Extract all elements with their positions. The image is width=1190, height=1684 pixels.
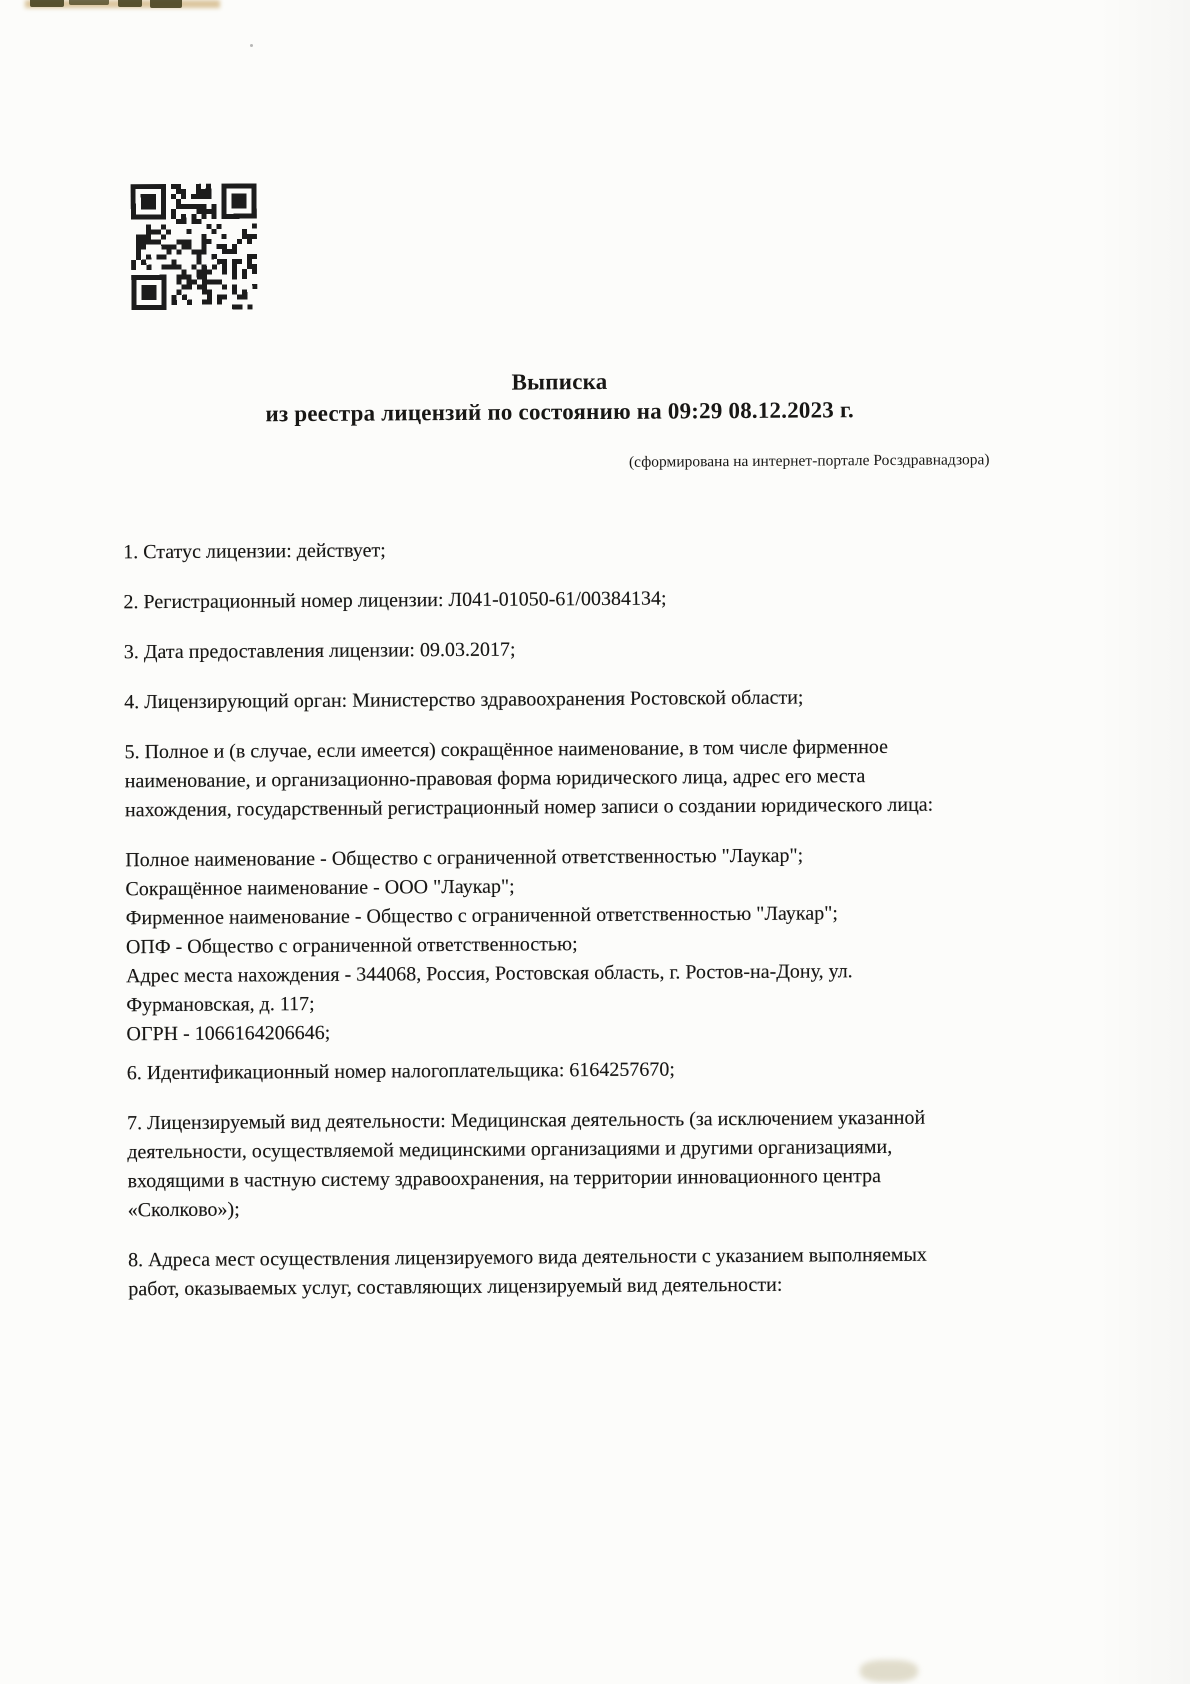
entity-detail-line: ОПФ - Общество с ограниченной ответственностью; bbox=[125, 933, 578, 959]
list-item-8 bbox=[128, 1241, 950, 1305]
list-item-5 bbox=[124, 733, 947, 826]
item-text: Лицензируемый вид деятельности: Медицинская деятельность (за исключением указанной деятельности, осуществляемой медицинскими организациями и другими организациями, входящими в частную систему здравоохранения, на территории инновационного центра «Сколково»); bbox=[127, 1106, 926, 1222]
list-item-7 bbox=[127, 1104, 950, 1226]
item-number: 1. bbox=[123, 541, 139, 564]
list-item-4 bbox=[124, 683, 946, 718]
scan-artifact-smudge bbox=[860, 1660, 918, 1682]
entity-detail-line: Полное наименование - Общество с ограниченной ответственностью "Лаукар"; bbox=[125, 844, 804, 872]
item-text: Лицензирующий орган: Министерство здравоохранения Ростовской области; bbox=[144, 686, 804, 714]
item-text: Статус лицензии: действует; bbox=[143, 539, 386, 564]
item-text: Полное и (в случае, если имеется) сокращённое наименование, в том числе фирменное наименование, и организационно-правовая форма юридического лица, адрес его места нахождения, государственный регистрационный номер записи о создании юридического лица: bbox=[124, 735, 934, 822]
entity-details-block bbox=[125, 841, 948, 1050]
list-item-3 bbox=[124, 633, 946, 668]
item-text: Идентификационный номер налогоплательщика: 6164257670; bbox=[146, 1058, 675, 1085]
item-number: 7. bbox=[127, 1112, 143, 1135]
item-number: 5. bbox=[124, 741, 140, 764]
list-item-2 bbox=[123, 583, 945, 618]
entity-detail-line: Сокращённое наименование - ООО "Лаукар"; bbox=[125, 875, 515, 901]
title-line-2: из реестра лицензий по состоянию на 09:29 08.12.2023 г. bbox=[265, 397, 854, 427]
list-item-1 bbox=[123, 533, 945, 568]
list-item-6 bbox=[127, 1054, 949, 1089]
page-title bbox=[122, 364, 997, 430]
numbered-list bbox=[123, 532, 1075, 1305]
item-number: 4. bbox=[124, 691, 140, 714]
title-line-1: Выписка bbox=[511, 368, 608, 395]
entity-detail-line: Фирменное наименование - Общество с ограниченной ответственностью "Лаукар"; bbox=[125, 902, 838, 930]
item-number: 8. bbox=[128, 1249, 144, 1272]
item-text: Адреса мест осуществления лицензируемого вида деятельности с указанием выполняемых работ, оказываемых услуг, составляющих лицензируемый вид деятельности: bbox=[128, 1243, 927, 1301]
item-number: 2. bbox=[123, 591, 139, 614]
entity-detail-line: Адрес места нахождения - 344068, Россия, Ростовская область, г. Ростов-на-Дону, ул. Фурмановская, д. 117; bbox=[126, 960, 853, 1017]
item-text: Дата предоставления лицензии: 09.03.2017; bbox=[143, 638, 516, 664]
item-number: 6. bbox=[126, 1062, 142, 1085]
qr-code bbox=[131, 183, 258, 310]
entity-detail-line: ОГРН - 1066164206646; bbox=[126, 1021, 331, 1046]
subtitle: (сформирована на интернет-портале Росздравнадзора) bbox=[628, 451, 990, 471]
item-text: Регистрационный номер лицензии: Л041-01050-61/00384134; bbox=[143, 587, 667, 614]
item-number: 3. bbox=[123, 641, 139, 664]
